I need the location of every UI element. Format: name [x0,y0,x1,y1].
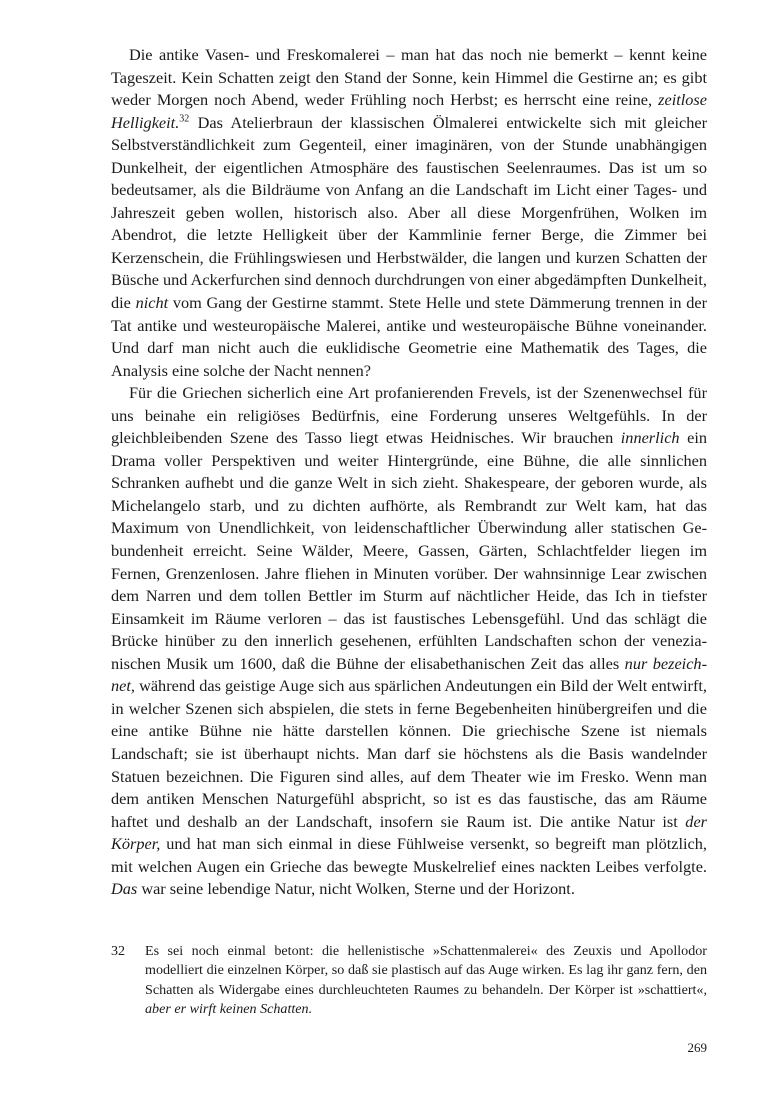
text-run: Für die Griechen sicherlich eine Art profanierenden Frevels, ist der Szenenwechsel für uns beinahe ein religiöses Bedürfnis, eine Forderung unseres Weltgefühls. In der gleichbleibenden Szene des Tasso liegt etwas Heidnisches. Wir brauchen [111,383,707,448]
main-text [111,44,707,901]
page-body [111,44,707,901]
footnote-text [145,942,707,1020]
text-run: Es sei noch einmal betont: die hellenistische »Schattenmalerei« des Zeuxis und Apollodor modelliert die einzelnen Körper, so daß sie plastisch auf das Auge wirken. Es lag ihr ganz fern, den Schatten als Widergabe eines durchleuchteten Raumes zu behandeln. Der Körper ist »schattiert«, [145,943,707,998]
emphasis-run: innerlich [620,428,680,448]
footnote [111,942,707,1020]
text-run: und hat man sich einmal in diese Fühlweise versenkt, so begreift man plötzlich, mit welchen Augen ein Grieche das bewegte Muskelrelief eines nackten Leibes verfolgte. [111,834,707,876]
page-number: 269 [687,1040,707,1055]
text-run: Das Atelierbraun der klassischen Ölmalerei entwickelte sich mit gleicher Selbstverständlichkeit zum Gegenteil, einer imaginären, von der Stunde unabhängigen Dunkelheit, der eigentlichen Atmosphäre des faustischen Seelenraumes. Das ist um so bedeutsamer, als die Bildräume von Anfang an die Landschaft im Licht einer Tages- und Jahreszeit geben wollen, historisch also. Aber all diese Morgenfrühen, Wolken im Abendrot, die letzte Helligkeit über der Kammlinie ferner Berge, die Zimmer bei Kerzenschein, die Frühlingswiesen und Herbstwälder, die langen und kurzen Schatten der Büsche und Ackerfurchen sind dennoch durchdrungen von einer abgedämpften Dunkelheit, die [111,112,707,313]
text-run: Die antike Vasen- und Freskomalerei – man hat das noch nie bemerkt – kennt keine Tageszeit. Kein Schatten zeigt den Stand der Sonne, kein Himmel die Gestirne an; es gibt weder Morgen noch Abend, weder Frühling noch Herbst; es herrscht eine reine, [111,45,707,110]
emphasis-run: Das [111,879,138,899]
text-run: während das geistige Auge sich aus spärlichen Andeutungen ein Bild der Welt entwirft, in welcher Szenen sich abspielen, die stets in ferne Begebenheiten hinübergreifen und die eine antike Bühne nie hätte darstellen können. Die griechische Szene ist niemals Landschaft; sie ist überhaupt nichts. Man darf sie höchstens als die Basis wandelnder Statuen bezeichnen. Die Figuren sind alles, auf dem Theater wie im Fresko. Wenn man dem antiken Menschen Naturgefühl abspricht, so ist es das faustische, das am Räume haftet und deshalb an der Landschaft, insofern sie Raum ist. Die antike Natur ist [111,676,707,831]
emphasis-run: nur bezeichnet, [111,653,707,696]
text-run: war seine lebendige Natur, nicht Wolken, Sterne und der Horizont. [137,879,575,899]
paragraph-1 [111,44,707,382]
footnote-number: 32 [111,943,126,959]
emphasis-run: zeitlose Helligkeit. [111,90,707,132]
emphasis-run: aber er wirft keinen Schatten. [145,1001,313,1018]
paragraph-2 [111,382,707,901]
text-run: vom Gang der Gestirne stammt. Stete Helle und stete Dämmerung trennen in der Tat antike und westeuropäische Malerei, antike und westeuropäische Bühne voneinander. Und darf man nicht auch die euklidische Geometrie eine Mathematik des Tages, die Analysis eine solche der Nacht nennen? [111,293,707,380]
footnote-reference: 32 [179,113,190,125]
emphasis-run: der Körper, [111,811,707,854]
text-run: ein Drama voller Perspektiven und weiter Hintergründe, eine Bühne, die alle sinnlichen Schranken aufhebt und die ganze Welt in sich zieht. Shakespeare, der geboren wurde, als Michelangelo starb, und zu dichten aufhörte, als Rembrandt zur Welt kam, hat das Maximum von Unendlichkeit, von leidenschaftlicher Überwindung aller statischen Gebundenheit erreicht. Seine Wälder, Meere, Gassen, Gärten, Schlachtfelder liegen im Fernen, Grenzenlosen. Jahre fliehen in Minuten vorüber. Der wahnsinnige Lear zwischen dem Narren und dem tollen Bettler im Sturm auf nächtlicher Heide, das Ich in tiefster Einsamkeit im Räume verloren – das ist faustisches Lebensgefühl. Und das schlägt die Brücke hinüber zu den innerlich gesehenen, erfühlten Landschaften schon der venezianischen Musik um 1600, daß die Bühne der elisabethanischen Zeit das alles [111,428,707,673]
emphasis-run: nicht [135,293,169,313]
